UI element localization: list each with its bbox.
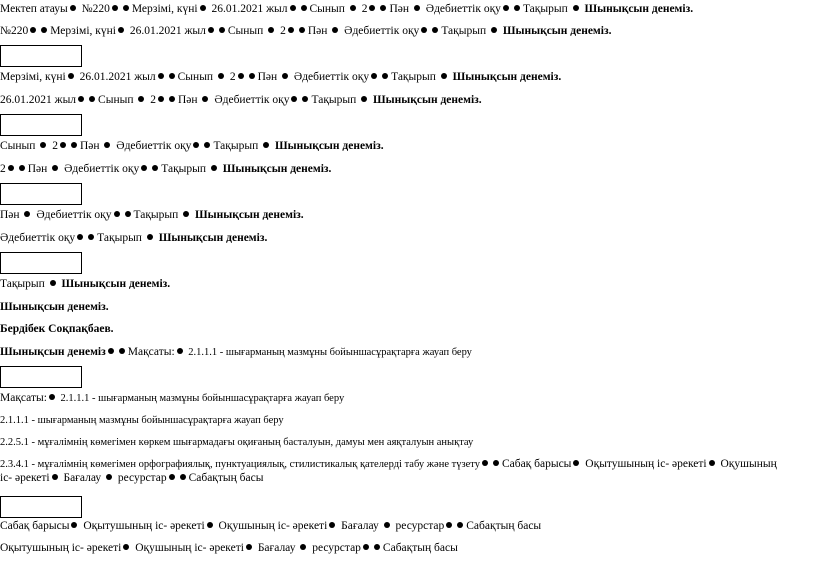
bullet-icon — [193, 142, 199, 148]
text-segment: Бағалау — [60, 472, 104, 484]
text-line — [0, 70, 561, 84]
bullet-icon — [106, 474, 112, 480]
text-line — [0, 93, 482, 107]
bullet-icon — [369, 5, 375, 11]
bullet-icon — [350, 5, 356, 11]
text-segment: Пән — [389, 3, 412, 15]
text-line — [0, 471, 263, 485]
text-segment: Пән — [0, 209, 23, 221]
bullet-icon — [380, 5, 386, 11]
text-segment: Шынықсын денеміз. — [581, 3, 694, 15]
text-segment: Бердібек Соқпақбаев. — [0, 323, 114, 335]
bullet-icon — [491, 27, 497, 33]
text-segment: Мерзімі, күні — [131, 3, 198, 15]
bullet-icon — [41, 27, 47, 33]
text-segment: Шынықсын денеміз. — [499, 25, 612, 37]
text-segment: Сынып — [309, 3, 348, 15]
bullet-icon — [70, 5, 76, 11]
blank-box — [0, 496, 82, 518]
bullet-icon — [123, 5, 129, 11]
bullet-icon — [268, 27, 274, 33]
text-line — [0, 231, 267, 245]
bullet-icon — [503, 5, 509, 11]
bullet-icon — [414, 5, 420, 11]
bullet-icon — [218, 73, 224, 79]
text-line — [0, 208, 304, 222]
bullet-icon — [68, 73, 74, 79]
bullet-icon — [291, 96, 297, 102]
bullet-icon — [457, 522, 463, 528]
text-segment: 26.01.2021 жыл — [208, 3, 288, 15]
bullet-icon — [169, 73, 175, 79]
text-segment: Шынықсын денеміз. — [370, 94, 482, 106]
text-segment: Тақырып — [0, 278, 48, 290]
text-segment: Сынып — [98, 94, 137, 106]
text-segment: Әдебиеттік оқу — [341, 25, 420, 37]
bullet-icon — [361, 96, 367, 102]
text-segment: 2 — [49, 140, 58, 152]
text-segment: Пән — [307, 25, 331, 37]
text-segment: Тақырып — [213, 140, 262, 152]
blank-box — [0, 183, 82, 205]
bullet-icon — [573, 460, 579, 466]
text-segment: Оқытушының іс- әрекеті — [582, 458, 707, 470]
text-segment: Мектеп атауы — [0, 3, 68, 15]
text-segment: Тақырып — [133, 209, 182, 221]
bullet-icon — [200, 5, 206, 11]
bullet-icon — [290, 5, 296, 11]
text-segment: Мақсаты: — [127, 346, 175, 358]
text-segment: Әдебиеттік оқу — [211, 94, 290, 106]
text-segment: Шынықсын денеміз. — [0, 301, 109, 313]
bullet-icon — [30, 27, 36, 33]
bullet-icon — [158, 96, 164, 102]
bullet-icon — [78, 96, 84, 102]
bullet-icon — [446, 522, 452, 528]
text-segment: Оқушының — [717, 458, 777, 470]
text-segment: Сабақтың басы — [188, 472, 264, 484]
bullet-icon — [118, 27, 124, 33]
bullet-icon — [202, 96, 208, 102]
bullet-icon — [88, 234, 94, 240]
bullet-icon — [288, 27, 294, 33]
bullet-icon — [180, 474, 186, 480]
text-line — [0, 322, 114, 336]
bullet-icon — [152, 165, 158, 171]
bullet-icon — [138, 96, 144, 102]
text-segment: 2 — [0, 163, 6, 175]
text-segment: Әдебиеттік оқу — [291, 71, 370, 83]
text-segment: Пән — [27, 163, 51, 175]
bullet-icon — [374, 544, 380, 550]
bullet-icon — [77, 234, 83, 240]
text-segment: Шынықсын денеміз. — [58, 278, 171, 290]
text-line — [0, 277, 170, 291]
bullet-icon — [71, 522, 77, 528]
text-segment: Шынықсын денеміз. — [155, 232, 268, 244]
text-segment: Оқушының іс- әрекеті — [215, 520, 328, 532]
bullet-icon — [263, 142, 269, 148]
text-line — [0, 519, 541, 533]
blank-box — [0, 366, 82, 388]
blank-box — [0, 252, 82, 274]
text-segment: Мақсаты: — [0, 392, 47, 404]
text-line — [0, 345, 472, 360]
text-segment: Тақырып — [441, 25, 489, 37]
bullet-icon — [19, 165, 25, 171]
bullet-icon — [300, 544, 306, 550]
bullet-icon — [147, 234, 153, 240]
bullet-icon — [71, 142, 77, 148]
text-line — [0, 413, 284, 428]
text-segment: Шынықсын денеміз. — [272, 140, 384, 152]
text-line — [0, 391, 344, 406]
bullet-icon — [119, 348, 125, 354]
bullet-icon — [329, 522, 335, 528]
text-segment: Бағалау — [254, 542, 299, 554]
bullet-icon — [40, 142, 46, 148]
text-segment: Пән — [177, 94, 201, 106]
bullet-icon — [89, 96, 95, 102]
text-segment: ресурстар — [114, 472, 167, 484]
text-segment: Тақырып — [391, 71, 439, 83]
bullet-icon — [169, 474, 175, 480]
bullet-icon — [282, 73, 288, 79]
bullet-icon — [52, 165, 58, 171]
bullet-icon — [211, 165, 217, 171]
text-segment: Мерзімі, күні — [0, 71, 66, 83]
text-segment: Сынып — [0, 140, 39, 152]
text-segment: Сабақтың басы — [382, 542, 458, 554]
text-segment: 2.1.1.1 - шығарманың мазмұны бойыншасұрақтарға жауап беру — [57, 393, 345, 404]
bullet-icon — [177, 348, 183, 354]
bullet-icon — [104, 142, 110, 148]
text-segment: 2.1.1.1 - шығарманың мазмұны бойыншасұрақтарға жауап беру — [0, 415, 284, 426]
bullet-icon — [573, 5, 579, 11]
text-segment: Мерзімі, күні — [50, 25, 116, 37]
bullet-icon — [441, 73, 447, 79]
text-segment: іс- әрекеті — [0, 472, 50, 484]
text-segment: 26.01.2021 жыл — [76, 71, 156, 83]
text-line — [0, 139, 384, 153]
bullet-icon — [141, 165, 147, 171]
bullet-icon — [493, 460, 499, 466]
bullet-icon — [299, 27, 305, 33]
text-segment: Тақырып — [522, 3, 571, 15]
bullet-icon — [382, 73, 388, 79]
text-line — [0, 541, 458, 555]
text-segment: Әдебиеттік оқу — [33, 209, 112, 221]
text-line — [0, 457, 777, 472]
bullet-icon — [709, 460, 715, 466]
text-segment: Бағалау — [338, 520, 382, 532]
text-line — [0, 162, 331, 176]
text-segment: Сабақ барысы — [501, 458, 572, 470]
bullet-icon — [204, 142, 210, 148]
bullet-icon — [125, 211, 131, 217]
blank-box — [0, 114, 82, 136]
text-segment: 2 — [277, 25, 286, 37]
text-segment: Шынықсын денеміз. — [219, 163, 332, 175]
text-segment: ресурстар — [309, 542, 361, 554]
text-segment: Сынып — [227, 25, 267, 37]
text-line — [0, 300, 109, 314]
bullet-icon — [52, 474, 58, 480]
bullet-icon — [60, 142, 66, 148]
bullet-icon — [482, 460, 488, 466]
text-segment: Шынықсын денеміз. — [449, 71, 562, 83]
text-segment: 2 — [358, 3, 368, 15]
bullet-icon — [421, 27, 427, 33]
text-segment: Тақырып — [311, 94, 360, 106]
bullet-icon — [114, 211, 120, 217]
bullet-icon — [123, 544, 129, 550]
text-segment: Тақырып — [161, 163, 209, 175]
text-segment: Әдебиеттік оқу — [422, 3, 501, 15]
bullet-icon — [363, 544, 369, 550]
bullet-icon — [49, 394, 55, 400]
text-line — [0, 435, 473, 450]
bullet-icon — [432, 27, 438, 33]
bullet-icon — [302, 96, 308, 102]
bullet-icon — [219, 27, 225, 33]
text-segment: 2.1.1.1 - шығарманың мазмұны бойыншасұрақтарға жауап беру — [185, 347, 472, 358]
text-segment: 26.01.2021 жыл — [0, 94, 77, 106]
text-segment: №220 — [78, 3, 110, 15]
text-segment: 26.01.2021 жыл — [126, 25, 206, 37]
text-segment: №220 — [0, 25, 29, 37]
bullet-icon — [50, 280, 56, 286]
bullet-icon — [183, 211, 189, 217]
text-segment: Сынып — [177, 71, 216, 83]
text-segment: 2 — [226, 71, 236, 83]
bullet-icon — [371, 73, 377, 79]
text-segment: Шынықсын денеміз. — [192, 209, 304, 221]
bullet-icon — [112, 5, 118, 11]
text-segment: Әдебиеттік оқу — [61, 163, 140, 175]
text-segment: Оқытушының іс- әрекеті — [0, 542, 122, 554]
text-segment: 2 — [147, 94, 156, 106]
text-segment: Әдебиеттік оқу — [0, 232, 76, 244]
bullet-icon — [301, 5, 307, 11]
text-segment: Сабақ барысы — [0, 520, 70, 532]
bullet-icon — [158, 73, 164, 79]
text-line — [0, 24, 611, 38]
text-line — [0, 2, 693, 16]
text-segment: Шынықсын денеміз — [0, 346, 106, 358]
text-segment: Тақырып — [97, 232, 145, 244]
bullet-icon — [8, 165, 14, 171]
bullet-icon — [514, 5, 520, 11]
blank-box — [0, 45, 82, 67]
bullet-icon — [249, 73, 255, 79]
bullet-icon — [24, 211, 30, 217]
text-segment: Әдебиеттік оқу — [113, 140, 192, 152]
text-segment: Пән — [79, 140, 103, 152]
text-segment: Оқушының іс- әрекеті — [132, 542, 244, 554]
bullet-icon — [238, 73, 244, 79]
text-segment: Оқытушының іс- әрекеті — [80, 520, 205, 532]
bullet-icon — [332, 27, 338, 33]
bullet-icon — [207, 522, 213, 528]
text-segment: ресурстар — [392, 520, 445, 532]
text-segment: 2.3.4.1 - мұғалімнің көмегімен орфографиялық, пунктуациялық, стилистикалық қателерді табу және түзету — [0, 459, 480, 470]
bullet-icon — [108, 348, 114, 354]
bullet-icon — [208, 27, 214, 33]
bullet-icon — [384, 522, 390, 528]
bullet-icon — [169, 96, 175, 102]
text-segment: Пән — [257, 71, 281, 83]
text-segment: 2.2.5.1 - мұғалімнің көмегімен көркем шығармадағы оқиғаның басталуын, дамуы мен аяқталуын анықтау — [0, 437, 474, 448]
text-segment: Сабақтың басы — [466, 520, 542, 532]
bullet-icon — [246, 544, 252, 550]
